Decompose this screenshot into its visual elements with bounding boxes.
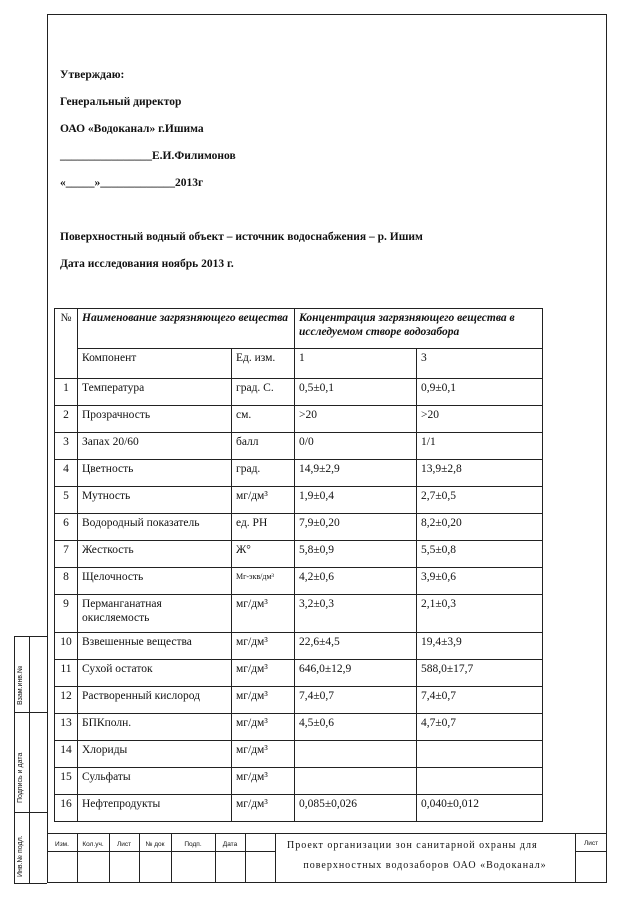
row-unit: см. — [232, 406, 295, 433]
row-value-3: 0,040±0,012 — [417, 795, 543, 822]
table-head-row — [55, 309, 543, 349]
row-unit: Ж° — [232, 541, 295, 568]
table-row — [55, 433, 543, 460]
row-value-3: 7,4±0,7 — [417, 687, 543, 714]
table-row — [55, 460, 543, 487]
row-number: 7 — [55, 541, 78, 568]
row-value-1: 0,085±0,026 — [295, 795, 417, 822]
stamp-list-label: Лист — [583, 840, 599, 847]
table-row — [55, 768, 543, 795]
org-label: ОАО «Водоканал» г.Ишима — [60, 123, 204, 135]
pollutants-table — [54, 308, 543, 822]
row-unit: мг/дм³ — [232, 714, 295, 741]
subhead-component: Компонент — [78, 349, 232, 379]
row-number: 16 — [55, 795, 78, 822]
stamp-right-line — [575, 851, 607, 852]
row-number: 3 — [55, 433, 78, 460]
stamp-div-title — [275, 833, 276, 883]
row-value-1: 1,9±0,4 — [295, 487, 417, 514]
row-value-3: 1/1 — [417, 433, 543, 460]
row-value-1: 0,5±0,1 — [295, 379, 417, 406]
row-value-3: 3,9±0,6 — [417, 568, 543, 595]
row-value-3: 2,1±0,3 — [417, 595, 543, 633]
row-value-3: >20 — [417, 406, 543, 433]
row-number: 14 — [55, 741, 78, 768]
table-row — [55, 741, 543, 768]
approve-label: Утверждаю: — [60, 69, 125, 81]
side-label-inv: Инв.№ подл. — [17, 835, 24, 877]
row-unit: ед. PH — [232, 514, 295, 541]
row-value-3: 5,5±0,8 — [417, 541, 543, 568]
head-num: № — [55, 309, 78, 379]
stamp-top-line — [47, 833, 607, 834]
side-label-vzam: Взам.инв.№ — [17, 665, 24, 705]
row-number: 1 — [55, 379, 78, 406]
row-unit: мг/дм³ — [232, 768, 295, 795]
row-unit: мг/дм³ — [232, 795, 295, 822]
row-value-3 — [417, 741, 543, 768]
side-strip-line-mid — [29, 636, 30, 883]
row-number: 5 — [55, 487, 78, 514]
project-title-line1: Проект организации зон санитарной охраны для — [287, 840, 538, 851]
row-component: Щелочность — [78, 568, 232, 595]
row-number: 2 — [55, 406, 78, 433]
row-component: Сухой остаток — [78, 660, 232, 687]
table-row — [55, 595, 543, 633]
row-value-3: 2,7±0,5 — [417, 487, 543, 514]
row-value-1: 5,8±0,9 — [295, 541, 417, 568]
table-row — [55, 714, 543, 741]
row-value-3: 8,2±0,20 — [417, 514, 543, 541]
row-value-1: 646,0±12,9 — [295, 660, 417, 687]
row-number: 6 — [55, 514, 78, 541]
subhead-unit: Ед. изм. — [232, 349, 295, 379]
title-block — [47, 833, 607, 883]
table-row — [55, 379, 543, 406]
table-row — [55, 633, 543, 660]
row-value-1: >20 — [295, 406, 417, 433]
project-title-line2: поверхностных водозаборов ОАО «Водоканал» — [303, 860, 547, 871]
row-number: 12 — [55, 687, 78, 714]
row-value-1 — [295, 741, 417, 768]
row-component: Прозрачность — [78, 406, 232, 433]
row-component: Температура — [78, 379, 232, 406]
row-component: Сульфаты — [78, 768, 232, 795]
subhead-col3: 3 — [417, 349, 543, 379]
row-unit: мг/дм³ — [232, 633, 295, 660]
row-number: 11 — [55, 660, 78, 687]
row-component: Цветность — [78, 460, 232, 487]
head-concentration: Концентрация загрязняющего вещества в исследуемом створе водозабора — [295, 309, 543, 349]
row-value-1: 3,2±0,3 — [295, 595, 417, 633]
row-component: Растворенный кислород — [78, 687, 232, 714]
stamp-div-data — [245, 833, 246, 883]
row-unit: град. — [232, 460, 295, 487]
table-row — [55, 514, 543, 541]
row-component: БПКполн. — [78, 714, 232, 741]
table-row — [55, 568, 543, 595]
row-value-3: 0,9±0,1 — [417, 379, 543, 406]
row-unit: град. С. — [232, 379, 295, 406]
row-value-1: 0/0 — [295, 433, 417, 460]
row-unit: мг/дм³ — [232, 687, 295, 714]
row-unit: мг/дм³ — [232, 487, 295, 514]
row-number: 10 — [55, 633, 78, 660]
stamp-koluch: Кол.уч. — [82, 841, 104, 848]
row-number: 4 — [55, 460, 78, 487]
side-strip-bottom — [14, 883, 47, 884]
side-label-podp: Подпись и дата — [17, 752, 24, 803]
head-name: Наименование загрязняющего вещества — [78, 309, 295, 349]
side-strip-sep2 — [14, 812, 47, 813]
row-value-3: 13,9±2,8 — [417, 460, 543, 487]
row-value-1 — [295, 768, 417, 795]
stamp-ndok: № док — [145, 841, 165, 848]
table-row — [55, 795, 543, 822]
study-date: Дата исследования ноябрь 2013 г. — [60, 258, 234, 270]
side-strip-top — [14, 636, 47, 637]
row-value-3: 4,7±0,7 — [417, 714, 543, 741]
row-number: 15 — [55, 768, 78, 795]
row-component: Мутность — [78, 487, 232, 514]
row-value-1: 22,6±4,5 — [295, 633, 417, 660]
stamp-data: Дата — [222, 841, 238, 848]
stamp-list: Лист — [116, 841, 132, 848]
row-value-3 — [417, 768, 543, 795]
row-value-1: 4,2±0,6 — [295, 568, 417, 595]
row-value-1: 7,9±0,20 — [295, 514, 417, 541]
row-value-1: 4,5±0,6 — [295, 714, 417, 741]
row-value-1: 7,4±0,7 — [295, 687, 417, 714]
table-row — [55, 487, 543, 514]
row-value-3: 588,0±17,7 — [417, 660, 543, 687]
row-component: Запах 20/60 — [78, 433, 232, 460]
table-row — [55, 406, 543, 433]
row-unit: мг/дм³ — [232, 741, 295, 768]
row-component: Взвешенные вещества — [78, 633, 232, 660]
side-strip-line-left — [14, 636, 15, 883]
signature-line: ________________Е.И.Филимонов — [60, 150, 236, 162]
table-row — [55, 541, 543, 568]
row-value-3: 19,4±3,9 — [417, 633, 543, 660]
table-subhead-row — [55, 349, 543, 379]
stamp-mid-line — [47, 851, 275, 852]
row-unit: балл — [232, 433, 295, 460]
row-number: 8 — [55, 568, 78, 595]
row-number: 13 — [55, 714, 78, 741]
row-component: Нефтепродукты — [78, 795, 232, 822]
subhead-col1: 1 — [295, 349, 417, 379]
row-number: 9 — [55, 595, 78, 633]
row-unit: Мг-экв/дм³ — [232, 568, 295, 595]
water-object-title: Поверхностный водный объект – источник водоснабжения – р. Ишим — [60, 231, 423, 243]
row-component: Хлориды — [78, 741, 232, 768]
stamp-podp: Подп. — [184, 841, 202, 848]
table-row — [55, 660, 543, 687]
date-line: «_____»_____________2013г — [60, 177, 204, 189]
row-unit: мг/дм³ — [232, 595, 295, 633]
stamp-izm: Изм. — [55, 841, 69, 848]
table-row — [55, 687, 543, 714]
side-strip-sep1 — [14, 712, 47, 713]
row-unit: мг/дм³ — [232, 660, 295, 687]
row-component: Жесткость — [78, 541, 232, 568]
row-component: Водородный показатель — [78, 514, 232, 541]
position-label: Генеральный директор — [60, 96, 182, 108]
row-component: Перманганатная окисляемость — [78, 595, 232, 633]
row-value-1: 14,9±2,9 — [295, 460, 417, 487]
